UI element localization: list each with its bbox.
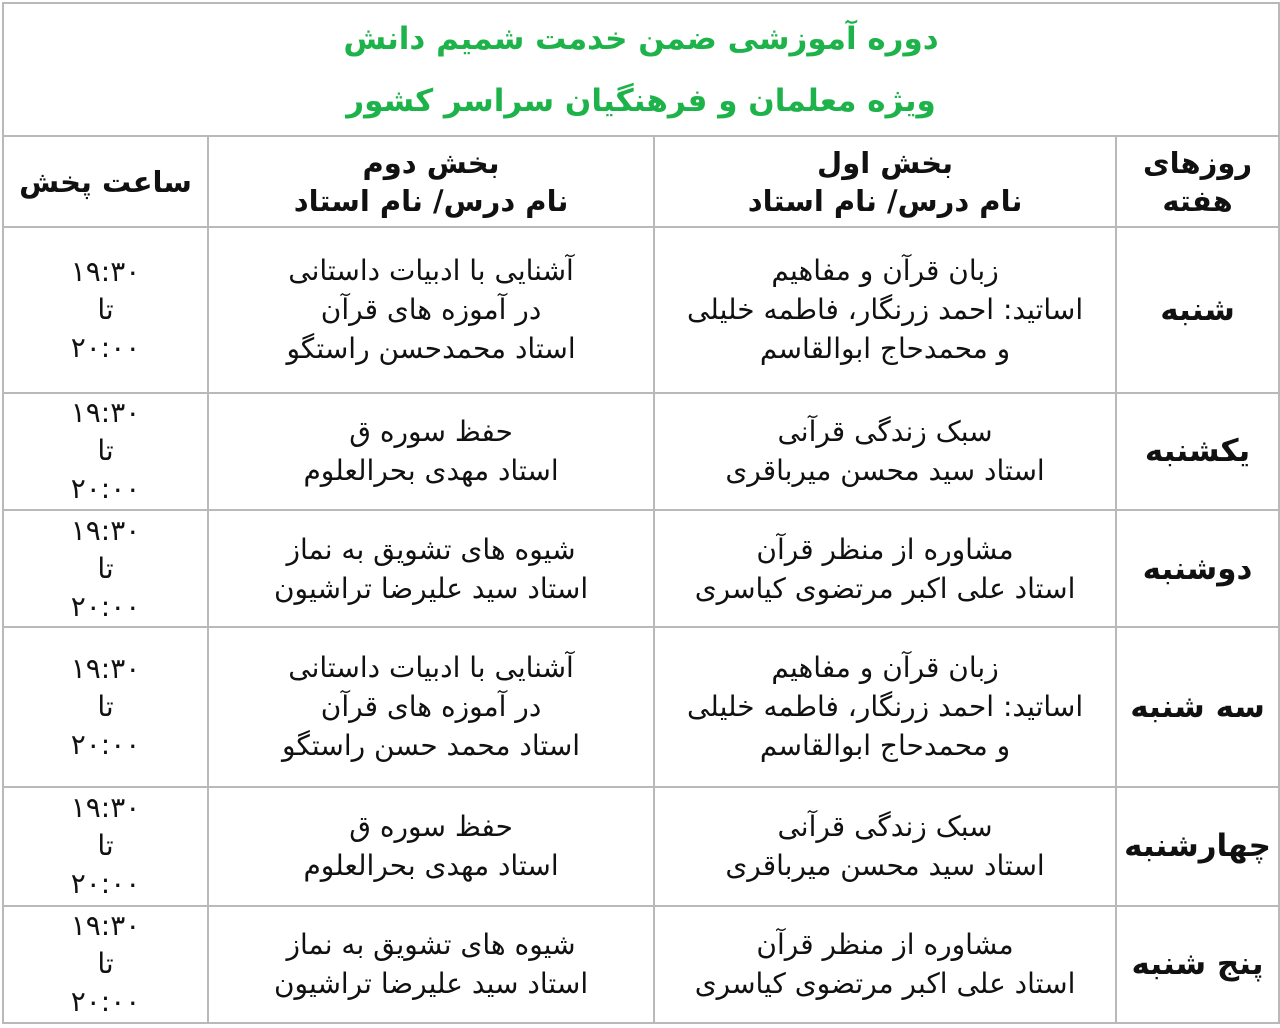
table-row: [3, 787, 1279, 906]
header-part-1: بخش اول نام درس/ نام استاد: [654, 136, 1116, 227]
part-1-cell: زبان قرآن و مفاهیم اساتید: احمد زرنگار، فاطمه خلیلی و محمدحاج ابوالقاسم: [654, 627, 1116, 787]
schedule-document: [2, 2, 1278, 1024]
document-title: [3, 3, 1279, 136]
table-row: [3, 393, 1279, 510]
part-2-cell: آشنایی با ادبیات داستانی در آموزه های قرآن استاد محمد حسن راستگو: [208, 627, 654, 787]
header-part-2: بخش دوم نام درس/ نام استاد: [208, 136, 654, 227]
part-1-cell: مشاوره از منظر قرآن استاد علی اکبر مرتضوی کیاسری: [654, 510, 1116, 627]
title-row: [3, 3, 1279, 136]
schedule-table: [2, 2, 1280, 1024]
header-row: [3, 136, 1279, 227]
part-2-cell: حفظ سوره ق استاد مهدی بحرالعلوم: [208, 787, 654, 906]
time-cell: ۱۹:۳۰ تا ۲۰:۰۰: [3, 787, 208, 906]
day-cell: سه شنبه: [1116, 627, 1279, 787]
part-1-cell: سبک زندگی قرآنی استاد سید محسن میرباقری: [654, 787, 1116, 906]
time-cell: ۱۹:۳۰ تا ۲۰:۰۰: [3, 393, 208, 510]
header-days: روزهای هفته: [1116, 136, 1279, 227]
part-1-cell: مشاوره از منظر قرآن استاد علی اکبر مرتضوی کیاسری: [654, 906, 1116, 1023]
part-2-cell: حفظ سوره ق استاد مهدی بحرالعلوم: [208, 393, 654, 510]
time-cell: ۱۹:۳۰ تا ۲۰:۰۰: [3, 906, 208, 1023]
day-cell: دوشنبه: [1116, 510, 1279, 627]
part-1-cell: سبک زندگی قرآنی استاد سید محسن میرباقری: [654, 393, 1116, 510]
title-line-1: دوره آموزشی ضمن خدمت شمیم دانش: [343, 20, 939, 57]
day-cell: پنج شنبه: [1116, 906, 1279, 1023]
part-2-cell: آشنایی با ادبیات داستانی در آموزه های قرآن استاد محمدحسن راستگو: [208, 227, 654, 393]
time-cell: ۱۹:۳۰ تا ۲۰:۰۰: [3, 510, 208, 627]
day-cell: چهارشنبه: [1116, 787, 1279, 906]
title-line-2: ویژه معلمان و فرهنگیان سراسر کشور: [346, 82, 936, 119]
header-time: ساعت پخش: [3, 136, 208, 227]
part-2-cell: شیوه های تشویق به نماز استاد سید علیرضا تراشیون: [208, 510, 654, 627]
day-cell: یکشنبه: [1116, 393, 1279, 510]
table-row: [3, 227, 1279, 393]
table-row: [3, 906, 1279, 1023]
table-row: [3, 627, 1279, 787]
part-1-cell: زبان قرآن و مفاهیم اساتید: احمد زرنگار، فاطمه خلیلی و محمدحاج ابوالقاسم: [654, 227, 1116, 393]
table-row: [3, 510, 1279, 627]
time-cell: ۱۹:۳۰ تا ۲۰:۰۰: [3, 627, 208, 787]
part-2-cell: شیوه های تشویق به نماز استاد سید علیرضا تراشیون: [208, 906, 654, 1023]
day-cell: شنبه: [1116, 227, 1279, 393]
time-cell: ۱۹:۳۰ تا ۲۰:۰۰: [3, 227, 208, 393]
